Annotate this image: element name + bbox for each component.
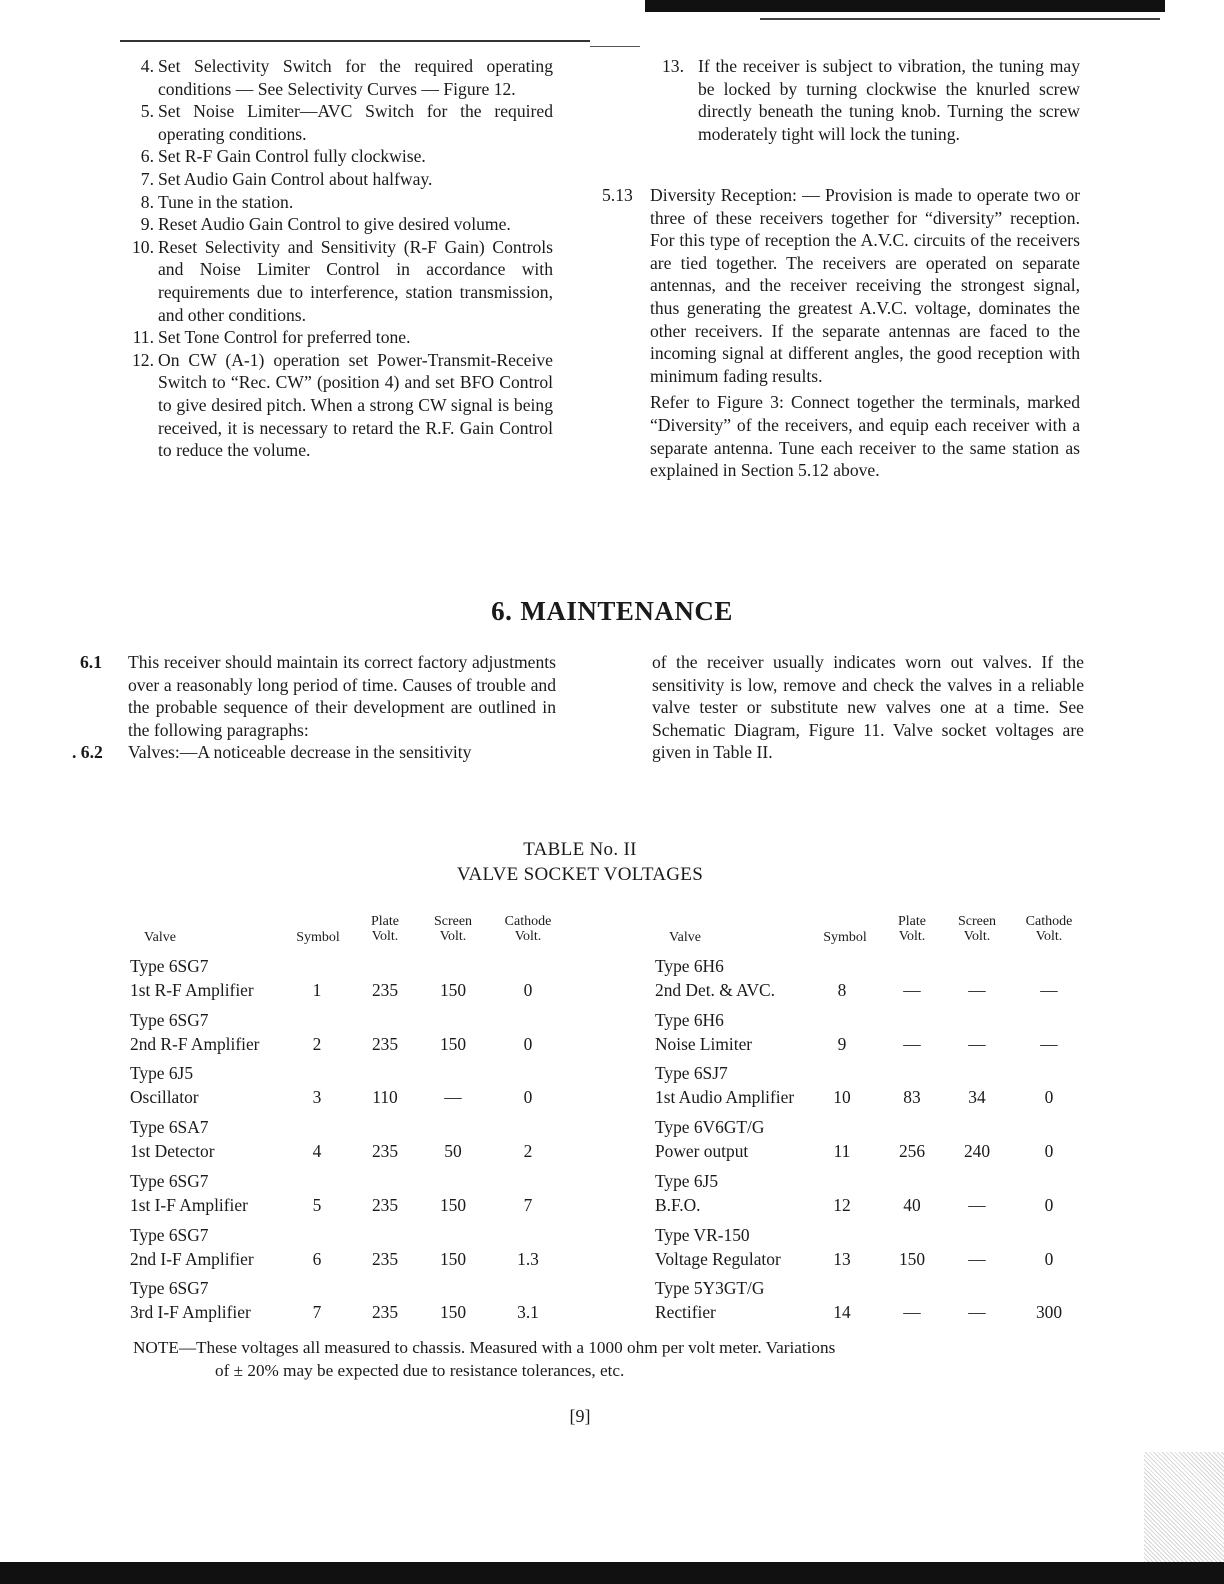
section-text: This receiver should maintain its correct factory adjustments over a reasonably long period of time. Causes of trouble and the probable sequence of their development are outlined in the following paragraphs:: [128, 652, 556, 740]
plate-voltage: —: [903, 980, 921, 1000]
table-row: [130, 1063, 600, 1115]
table-row: [130, 1278, 600, 1330]
plate-voltage: 40: [903, 1194, 921, 1215]
cathode-voltage: 7: [523, 1194, 533, 1215]
scan-rule-top-right: [760, 18, 1160, 20]
valve-symbol: 5: [312, 1194, 322, 1215]
step-item: [130, 326, 553, 349]
valve-symbol: 8: [837, 980, 847, 1000]
plate-voltage: 110: [372, 1087, 398, 1108]
header-valve: Valve: [669, 930, 701, 945]
valve-symbol: 12: [833, 1194, 851, 1215]
valve-type: Type 6SG7: [130, 1278, 209, 1299]
step-item: [130, 213, 553, 236]
valve-symbol: 1: [312, 980, 322, 1000]
note-line-1: NOTE—These voltages all measured to chassis. Measured with a 1000 ohm per volt meter. Variations: [133, 1338, 836, 1357]
section-5-13-para2: Refer to Figure 3: Connect together the terminals, marked “Diversity” of the receivers, and equip each receiver with a separate antenna. Tune each receiver to the same station as explained in Section 5.12 above.: [650, 392, 1080, 481]
left-steps-column: [130, 55, 553, 462]
table-title: TABLE No. II: [523, 839, 637, 860]
header-screen: Screen: [433, 914, 473, 929]
valve-table-left: [130, 912, 590, 1332]
plate-voltage: —: [903, 1033, 921, 1054]
valve-function: Rectifier: [655, 1302, 716, 1323]
valve-symbol: 10: [833, 1087, 851, 1108]
cathode-voltage: —: [1040, 1033, 1058, 1054]
valve-function: 1st Audio Amplifier: [655, 1087, 795, 1108]
section-text: A noticeable decrease in the sensitivity: [197, 742, 472, 763]
step-text: Set Selectivity Switch for the required operating conditions — See Selectivity Curves — Figure 12.: [158, 56, 553, 99]
step-text: On CW (A-1) operation set Power-Transmit-Receive Switch to “Rec. CW” (position 4) and set BFO Control to give desired pitch. When a strong CW signal is being received, it is necessary to retard the R.F. Gain Control to reduce the volume.: [158, 349, 553, 461]
section-title: Diversity Reception: —: [650, 185, 820, 205]
step-text: If the receiver is subject to vibration, the tuning may be locked by turning clockwise the knurled screw directly beneath the tuning knob. Turning the screw moderately tight will lock the tuning.: [698, 56, 1080, 144]
step-text: Set Tone Control for preferred tone.: [158, 327, 411, 348]
table-row: [130, 956, 600, 1008]
header-symbol: Symbol: [296, 930, 340, 945]
cathode-voltage: 3.1: [517, 1302, 539, 1323]
page-number: [9]: [569, 1406, 591, 1426]
valve-symbol: 13: [833, 1248, 851, 1269]
section-5-13: [602, 184, 1080, 482]
screen-voltage: 34: [968, 1087, 986, 1108]
scan-edge-bottom: [0, 1562, 1224, 1584]
heading-text: MAINTENANCE: [520, 596, 733, 626]
valve-type: Type 6V6GT/G: [655, 1117, 765, 1138]
valve-function: Voltage Regulator: [655, 1248, 781, 1269]
plate-voltage: 150: [898, 1248, 926, 1269]
step-text: Set Audio Gain Control about halfway.: [158, 168, 433, 189]
header-cathode-unit: Volt.: [1035, 929, 1063, 944]
step-number: 10.: [132, 236, 154, 257]
screen-voltage: —: [444, 1087, 462, 1108]
valve-type: Type VR-150: [655, 1224, 750, 1245]
header-screen-unit: Volt.: [439, 929, 467, 944]
table-row: [655, 956, 1125, 1008]
step-text: Reset Selectivity and Sensitivity (R-F Gain) Controls and Noise Limiter Control in accordance with requirements due to interference, station transmission, and other conditions.: [158, 236, 553, 325]
step-number: 8.: [140, 191, 154, 212]
header-symbol: Symbol: [823, 930, 867, 945]
cathode-voltage: 0: [1044, 1248, 1054, 1269]
section-number: 6.1: [80, 652, 102, 672]
table-row: [655, 1225, 1125, 1277]
table-row: [130, 1117, 600, 1169]
section-6-2-start: [128, 741, 556, 764]
cathode-voltage: 1.3: [517, 1248, 539, 1269]
step-13: [650, 55, 1080, 145]
step-number: 13.: [662, 56, 684, 76]
scan-rule-top-mid: [590, 46, 640, 47]
section-6-2-continued: [652, 651, 1084, 764]
valve-function: 2nd R-F Amplifier: [130, 1033, 260, 1054]
valve-type: Type 6SA7: [130, 1117, 209, 1138]
table-row: [655, 1010, 1125, 1062]
step-item: [130, 191, 553, 214]
valve-function: Noise Limiter: [655, 1033, 753, 1054]
scan-noise: [1144, 1452, 1224, 1562]
step-number: 9.: [140, 214, 154, 235]
section-number: . 6.2: [72, 742, 103, 763]
screen-voltage: 240: [963, 1141, 991, 1162]
plate-voltage: 256: [898, 1141, 926, 1162]
step-text: Set R-F Gain Control fully clockwise.: [158, 146, 426, 167]
header-screen-unit: Volt.: [963, 929, 991, 944]
valve-symbol: 4: [312, 1141, 322, 1162]
valve-type: Type 6J5: [655, 1170, 719, 1191]
screen-voltage: 150: [439, 1033, 467, 1054]
cathode-voltage: 0: [1044, 1087, 1054, 1108]
step-number: 5.: [140, 101, 154, 122]
header-cathode: Cathode: [504, 914, 552, 929]
screen-voltage: —: [968, 1302, 986, 1323]
screen-voltage: 150: [439, 1194, 467, 1215]
header-valve: Valve: [144, 930, 176, 945]
plate-voltage: 235: [371, 1302, 399, 1323]
plate-voltage: 83: [903, 1087, 921, 1108]
step-item: [130, 55, 553, 100]
section-5-13-body: [602, 184, 1080, 482]
valve-symbol: 14: [833, 1302, 851, 1323]
screen-voltage: —: [968, 980, 986, 1000]
step-number: 4.: [140, 56, 154, 76]
section-6-2: [72, 741, 556, 764]
valve-symbol: 2: [312, 1033, 322, 1054]
plate-voltage: 235: [371, 980, 399, 1000]
valve-type: Type 6SG7: [130, 1009, 209, 1030]
step-item: [130, 168, 553, 191]
valve-function: 1st Detector: [130, 1141, 215, 1162]
section-6-left: [72, 651, 556, 764]
section-title: Valves:—: [128, 742, 198, 763]
cathode-voltage: 0: [523, 980, 533, 1000]
screen-voltage: —: [968, 1194, 986, 1215]
step-number: 11.: [132, 327, 154, 348]
screen-voltage: —: [968, 1248, 986, 1269]
step-text: Reset Audio Gain Control to give desired volume.: [158, 214, 511, 235]
header-plate-unit: Volt.: [898, 929, 926, 944]
note-line-2: of ± 20% may be expected due to resistance tolerances, etc.: [215, 1361, 625, 1380]
section-5-13-para1: [650, 184, 1080, 387]
step-number: 7.: [140, 168, 154, 189]
right-column-upper: [650, 55, 1080, 145]
valve-table-right: [655, 912, 1095, 1332]
plate-voltage: —: [903, 1302, 921, 1323]
step-text: Tune in the station.: [158, 191, 294, 212]
step-item: [130, 100, 553, 145]
cathode-voltage: 0: [523, 1087, 533, 1108]
valve-type: Type 6SG7: [130, 1224, 209, 1245]
valve-type: Type 6SG7: [130, 956, 209, 976]
maintenance-heading: [0, 596, 1224, 627]
valve-function: B.F.O.: [655, 1194, 701, 1215]
scan-rule-top-left: [120, 40, 590, 42]
cathode-voltage: —: [1040, 980, 1058, 1000]
header-plate: Plate: [898, 914, 926, 929]
header-plate: Plate: [371, 914, 399, 929]
step-text: Set Noise Limiter—AVC Switch for the required operating conditions.: [158, 101, 553, 144]
header-cathode-unit: Volt.: [514, 929, 542, 944]
valve-symbol: 3: [312, 1087, 322, 1108]
cathode-voltage: 0: [523, 1033, 533, 1054]
valve-function: 2nd Det. & AVC.: [655, 980, 775, 1000]
section-6-1: [80, 651, 556, 741]
valve-symbol: 9: [837, 1033, 847, 1054]
cathode-voltage: 300: [1035, 1302, 1063, 1323]
section-number: 5.13: [602, 185, 633, 205]
screen-voltage: —: [968, 1033, 986, 1054]
section-text-continued: of the receiver usually indicates worn out valves. If the sensitivity is low, remove and check the valves in a reliable valve tester or substitute new valves one at a time. See Schematic Diagram, Figure 11. Valve socket voltages are given in Table II.: [652, 652, 1084, 763]
cathode-voltage: 0: [1044, 1141, 1054, 1162]
table-row: [655, 1117, 1125, 1169]
plate-voltage: 235: [371, 1194, 399, 1215]
table-row: [130, 1010, 600, 1062]
plate-voltage: 235: [371, 1248, 399, 1269]
valve-function: 1st R-F Amplifier: [130, 980, 254, 1000]
table-subtitle: VALVE SOCKET VOLTAGES: [456, 864, 704, 885]
header-cathode: Cathode: [1025, 914, 1073, 929]
plate-voltage: 235: [371, 1033, 399, 1054]
cathode-voltage: 2: [523, 1141, 533, 1162]
valve-function: 2nd I-F Amplifier: [130, 1248, 254, 1269]
scan-edge-top: [645, 0, 1165, 12]
table-row: [655, 1063, 1125, 1115]
valve-type: Type 6H6: [655, 956, 724, 976]
step-number: 12.: [132, 349, 154, 370]
table-row: [655, 1171, 1125, 1223]
table-row: [655, 1278, 1125, 1330]
screen-voltage: 150: [439, 1248, 467, 1269]
plate-voltage: 235: [371, 1141, 399, 1162]
screen-voltage: 150: [439, 980, 467, 1000]
valve-type: Type 6SG7: [130, 1170, 209, 1191]
valve-function: Oscillator: [130, 1087, 199, 1108]
valve-function: 1st I-F Amplifier: [130, 1194, 248, 1215]
heading-number: 6.: [491, 596, 513, 626]
screen-voltage: 150: [439, 1302, 467, 1323]
header-screen: Screen: [957, 914, 997, 929]
valve-function: Power output: [655, 1141, 749, 1162]
step-item: [130, 349, 553, 462]
valve-symbol: 6: [312, 1248, 322, 1269]
table-row: [130, 1171, 600, 1223]
step-item: [130, 145, 553, 168]
section-text: Provision is made to operate two or three of these receivers together for “diversity” reception. For this type of reception the A.V.C. circuits of the receivers are tied together. The receivers are operated on separate antennas, and the receiver receiving the strongest signal, thus generating the greatest A.V.C. voltage, dominates the other receivers. If the separate antennas are faced to the incoming signal at different angles, the good reception with minimum fading results.: [650, 185, 1080, 386]
valve-type: Type 6J5: [130, 1063, 194, 1084]
valve-type: Type 6SJ7: [655, 1063, 728, 1084]
cathode-voltage: 0: [1044, 1194, 1054, 1215]
valve-symbol: 11: [833, 1141, 851, 1162]
header-plate-unit: Volt.: [371, 929, 399, 944]
table-note: [133, 1336, 1043, 1382]
screen-voltage: 50: [444, 1141, 462, 1162]
valve-type: Type 5Y3GT/G: [655, 1278, 765, 1299]
step-item: [130, 236, 553, 326]
valve-type: Type 6H6: [655, 1009, 724, 1030]
valve-symbol: 7: [312, 1302, 322, 1323]
step-number: 6.: [140, 146, 154, 167]
table-row: [130, 1225, 600, 1277]
valve-function: 3rd I-F Amplifier: [130, 1302, 251, 1323]
